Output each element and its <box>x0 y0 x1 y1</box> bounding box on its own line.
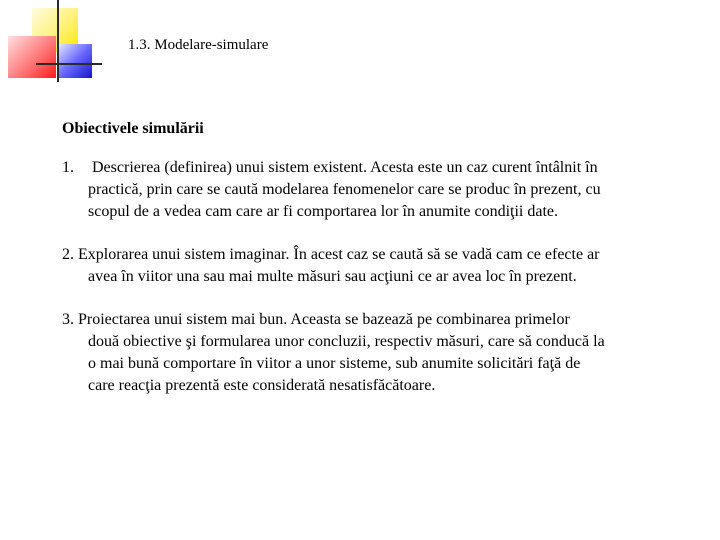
list-item-line: 2. Explorarea unui sistem imaginar. În acest caz se caută să se vadă cam ce efecte ar <box>62 246 600 263</box>
list-item-line: o mai bună comportare în viitor a unor sisteme, sub anumite solicitări faţă de <box>88 355 581 372</box>
list-item <box>62 309 674 397</box>
list-item-text: Descrierea (definirea) unui sistem existent. Acesta este un caz curent întâlnit în <box>88 159 598 176</box>
list-item <box>62 244 674 288</box>
slide-title: 1.3. Modelare-simulare <box>128 37 269 53</box>
decor-horizontal-line <box>36 63 102 65</box>
slide-content <box>62 118 674 418</box>
list-item-line: 3. Proiectarea unui sistem mai bun. Aceasta se bazează pe combinarea primelor <box>62 311 570 328</box>
list-item-line: avea în viitor una sau mai multe măsuri sau acţiuni ce ar avea loc în prezent. <box>88 268 577 285</box>
list-item <box>62 157 674 223</box>
list-item-number: 1. <box>62 159 74 176</box>
decor-blue-square <box>58 44 92 78</box>
list-item-line: care reacţia prezentă este considerată nesatisfăcătoare. <box>88 377 436 394</box>
list-item-line: scopul de a vedea cam care ar fi comportarea lor în anumite condiţii date. <box>88 203 559 220</box>
decor-vertical-line <box>57 0 59 82</box>
list-item-line <box>62 157 674 179</box>
content-heading: Obiectivele simulării <box>62 120 204 137</box>
list-item-line: două obiective şi formularea unor concluzii, respectiv măsuri, care să conducă la <box>88 333 605 350</box>
decor-red-square <box>8 36 56 78</box>
list-item-line: practică, prin care se caută modelarea fenomenelor care se produc în prezent, cu <box>88 181 601 198</box>
